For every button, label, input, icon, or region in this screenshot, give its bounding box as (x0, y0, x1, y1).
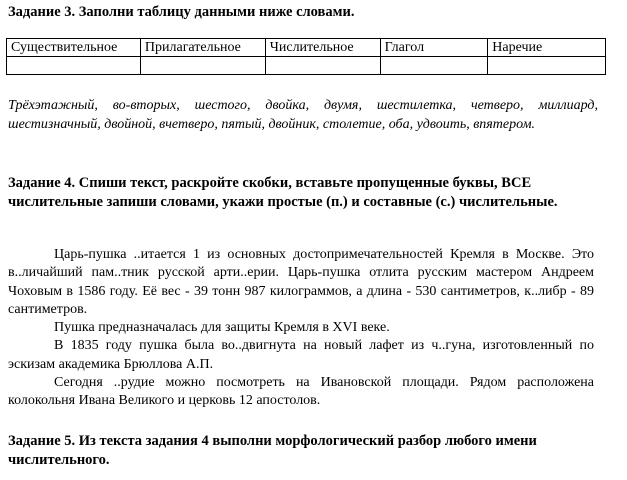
header-noun: Существительное (7, 39, 141, 57)
text-paragraph: Царь-пушка ..итается 1 из основных достопримечательностей Кремля в Москве. Это в..личайший пам..тник русской арти..ерии. Царь-пушка отлита русским мастером Андреем Чоховым в 1586 году. Её вес - 39 тонн 987 килограммов, а длина - 530 сантиметров, к..либр - 89 сантиметров. (8, 247, 594, 317)
header-adjective: Прилагательное (140, 39, 265, 57)
header-adverb: Наречие (488, 39, 606, 57)
cell-adverb (488, 57, 606, 75)
table-empty-row (7, 57, 606, 75)
cell-numeral (265, 57, 380, 75)
task5-heading: Задание 5. Из текста задания 4 выполни морфологический разбор любого имени числительного. (8, 433, 537, 468)
cell-verb (380, 57, 488, 75)
header-verb: Глагол (380, 39, 488, 57)
table-header-row (7, 39, 606, 57)
text-paragraph: Сегодня ..рудие можно посмотреть на Ивановской площади. Рядом расположена колокольня Ивана Великого и церковь 12 апостолов. (8, 375, 594, 409)
text-paragraph: В 1835 году пушка была во..двигнута на новый лафет из ч..гуна, изготовленный по эскизам академика Брюллова А.П. (8, 338, 594, 372)
header-numeral: Числительное (265, 39, 380, 57)
cell-noun (7, 57, 141, 75)
task4-heading: Задание 4. Спиши текст, раскройте скобки, вставьте пропущенные буквы, ВСЕ числительные запиши словами, укажи простые (п.) и составные (с.) числительные. (8, 175, 558, 210)
task3-word-list: Трёхэтажный, во-вторых, шестого, двойка, двумя, шестилетка, четверо, миллиард, шестизначный, двойной, вчетверо, пятый, двойник, столетие, оба, удвоить, впятером. (8, 98, 598, 132)
cell-adjective (140, 57, 265, 75)
parts-of-speech-table (6, 38, 606, 75)
task4-text (8, 246, 594, 411)
task3-heading: Задание 3. Заполни таблицу данными ниже словами. (8, 4, 355, 20)
text-paragraph: Пушка предназначалась для защиты Кремля в XVI веке. (54, 320, 390, 336)
